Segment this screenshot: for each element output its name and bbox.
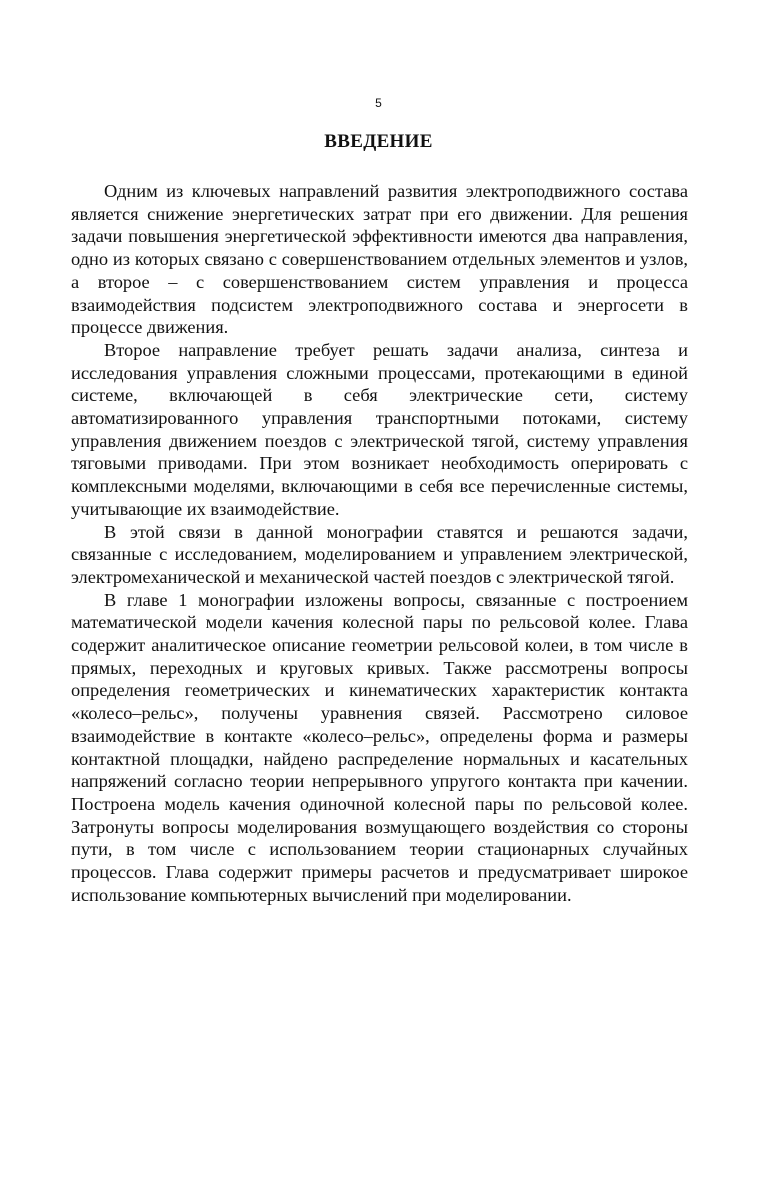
page-number: 5 (375, 96, 382, 110)
page-title: ВВЕДЕНИЕ (324, 131, 433, 152)
paragraph: В главе 1 монографии изложены вопросы, связанные с построением математической модели качения колесной пары по рельсовой колее. Глава содержит аналитическое описание геометрии рельсовой колеи, в том числе в прямых, переходных и круговых кривых. Также рассмотрены вопросы определения геометрических и кинематических характеристик контакта «колесо–рельс», получены уравнения связей. Рассмотрено силовое взаимодействие в контакте «колесо–рельс», определены форма и размеры контактной площадки, найдено распределение нормальных и касательных напряжений согласно теории непрерывного упругого контакта при качении. Построена модель качения одиночной колесной пары по рельсовой колее. Затронуты вопросы моделирования возмущающего воздействия со стороны пути, в том числе с использованием теории стационарных случайных процессов. Глава содержит примеры расчетов и предусматривает широкое использование компьютерных вычислений при моделировании. (71, 589, 688, 905)
paragraph: Второе направление требует решать задачи анализа, синтеза и исследования управления сложными процессами, протекающими в единой системе, включающей в себя электрические сети, систему автоматизированного управления транспортными потоками, систему управления движением поездов с электрической тягой, систему управления тяговыми приводами. При этом возникает необходимость оперировать с комплексными моделями, включающими в себя все перечисленные системы, учитывающие их взаимодействие. (71, 339, 688, 519)
body-text (71, 180, 688, 907)
paragraph: В этой связи в данной монографии ставятся и решаются задачи, связанные с исследованием, моделированием и управлением электрической, электромеханической и механической частей поездов с электрической тягой. (71, 521, 688, 587)
paragraph: Одним из ключевых направлений развития электроподвижного состава является снижение энергетических затрат при его движении. Для решения задачи повышения энергетической эффективности имеются два направления, одно из которых связано с совершенствованием отдельных элементов и узлов, а второе – с совершенствованием систем управления и процесса взаимодействия подсистем электроподвижного состава и энергосети в процессе движения. (71, 181, 688, 338)
